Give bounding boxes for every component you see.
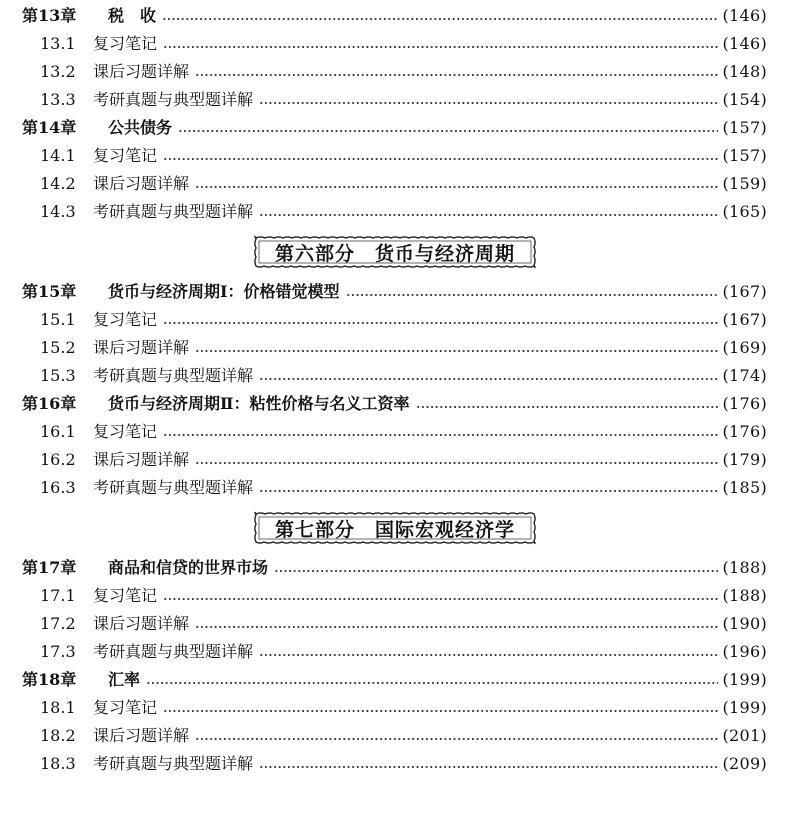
page-number: (199) — [722, 670, 767, 689]
part-heading — [252, 234, 538, 270]
dot-leader — [259, 198, 718, 226]
dot-leader — [259, 362, 718, 390]
section-number: 16.3 — [40, 478, 76, 497]
section-number: 15.2 — [40, 338, 76, 357]
page-number: (179) — [722, 450, 767, 469]
section-number: 14.1 — [40, 146, 76, 165]
toc-section-row[interactable] — [40, 334, 767, 362]
chapter-title: 公共债务 — [108, 118, 173, 137]
page-number: (185) — [722, 478, 767, 497]
toc-chapter-row[interactable] — [22, 390, 767, 418]
section-title: 复习笔记 — [93, 422, 158, 441]
section-title: 复习笔记 — [93, 34, 158, 53]
section-number: 17.1 — [40, 586, 76, 605]
page-number: (188) — [722, 586, 767, 605]
toc-section-row[interactable] — [40, 306, 767, 334]
page-number: (174) — [722, 366, 767, 385]
section-number: 18.3 — [40, 754, 76, 773]
section-title: 考研真题与典型题详解 — [93, 202, 254, 221]
dot-leader — [146, 666, 718, 694]
section-number: 17.3 — [40, 642, 76, 661]
dot-leader — [346, 278, 719, 306]
section-number: 14.2 — [40, 174, 76, 193]
toc-section-row[interactable] — [40, 722, 767, 750]
section-number: 15.1 — [40, 310, 76, 329]
page-number: (169) — [722, 338, 767, 357]
page-number: (190) — [722, 614, 767, 633]
dot-leader — [259, 474, 718, 502]
dot-leader — [416, 390, 719, 418]
page-number: (148) — [722, 62, 767, 81]
toc-section-row[interactable] — [40, 362, 767, 390]
section-number: 18.2 — [40, 726, 76, 745]
toc-chapter-row[interactable] — [22, 278, 767, 306]
toc-section-row[interactable] — [40, 638, 767, 666]
chapter-number: 第15章 — [22, 282, 77, 301]
toc-chapter-row[interactable] — [22, 666, 767, 694]
section-number: 16.1 — [40, 422, 76, 441]
page-number: (146) — [722, 34, 767, 53]
toc-section-row[interactable] — [40, 418, 767, 446]
part-title: 第七部分 国际宏观经济学 — [274, 518, 515, 541]
toc-section-row[interactable] — [40, 582, 767, 610]
page-number: (167) — [722, 282, 767, 301]
toc-section-row[interactable] — [40, 86, 767, 114]
section-number: 15.3 — [40, 366, 76, 385]
section-title: 课后习题详解 — [93, 338, 190, 357]
page-number: (196) — [722, 642, 767, 661]
toc-chapter-row[interactable] — [22, 114, 767, 142]
section-title: 考研真题与典型题详解 — [93, 478, 254, 497]
dot-leader — [163, 30, 718, 58]
toc-section-row[interactable] — [40, 30, 767, 58]
toc-section-row[interactable] — [40, 474, 767, 502]
section-number: 18.1 — [40, 698, 76, 717]
dot-leader — [178, 114, 718, 142]
section-title: 复习笔记 — [93, 146, 158, 165]
dot-leader — [195, 334, 718, 362]
dot-leader — [195, 722, 718, 750]
section-number: 13.2 — [40, 62, 76, 81]
section-title: 课后习题详解 — [93, 174, 190, 193]
page-number: (188) — [722, 558, 767, 577]
dot-leader — [163, 418, 718, 446]
page-number: (209) — [722, 754, 767, 773]
toc-section-row[interactable] — [40, 750, 767, 778]
section-number: 16.2 — [40, 450, 76, 469]
toc-chapter-row[interactable] — [22, 554, 767, 582]
chapter-number: 第16章 — [22, 394, 77, 413]
section-title: 课后习题详解 — [93, 450, 190, 469]
toc-section-row[interactable] — [40, 694, 767, 722]
section-title: 课后习题详解 — [93, 726, 190, 745]
section-title: 课后习题详解 — [93, 614, 190, 633]
section-number: 13.3 — [40, 90, 76, 109]
section-title: 复习笔记 — [93, 698, 158, 717]
section-number: 13.1 — [40, 34, 76, 53]
dot-leader — [163, 694, 718, 722]
page-number: (165) — [722, 202, 767, 221]
chapter-number: 第13章 — [22, 6, 77, 25]
dot-leader — [274, 554, 718, 582]
chapter-title: 货币与经济周期Ⅱ：粘性价格与名义工资率 — [108, 394, 410, 413]
section-number: 14.3 — [40, 202, 76, 221]
page-number: (176) — [722, 422, 767, 441]
dot-leader — [163, 582, 718, 610]
dot-leader — [195, 170, 718, 198]
page-number: (167) — [722, 310, 767, 329]
section-number: 17.2 — [40, 614, 76, 633]
page-number: (176) — [722, 394, 767, 413]
section-title: 考研真题与典型题详解 — [93, 642, 254, 661]
dot-leader — [163, 142, 718, 170]
chapter-number: 第17章 — [22, 558, 77, 577]
chapter-title: 商品和信贷的世界市场 — [108, 558, 269, 577]
part-heading — [252, 510, 538, 546]
toc-section-row[interactable] — [40, 170, 767, 198]
dot-leader — [163, 306, 718, 334]
section-title: 复习笔记 — [93, 310, 158, 329]
page-number: (159) — [722, 174, 767, 193]
page-number: (157) — [722, 146, 767, 165]
chapter-number: 第18章 — [22, 670, 77, 689]
chapter-title: 税 收 — [108, 6, 157, 25]
chapter-title: 货币与经济周期Ⅰ：价格错觉模型 — [108, 282, 340, 301]
section-title: 考研真题与典型题详解 — [93, 90, 254, 109]
toc-section-row[interactable] — [40, 610, 767, 638]
dot-leader — [259, 638, 718, 666]
chapter-number: 第14章 — [22, 118, 77, 137]
part-title: 第六部分 货币与经济周期 — [274, 242, 515, 265]
page-number: (199) — [722, 698, 767, 717]
toc-section-row[interactable] — [40, 58, 767, 86]
toc-section-row[interactable] — [40, 446, 767, 474]
section-title: 复习笔记 — [93, 586, 158, 605]
dot-leader — [162, 2, 718, 30]
toc-section-row[interactable] — [40, 198, 767, 226]
page-number: (146) — [722, 6, 767, 25]
dot-leader — [259, 750, 718, 778]
dot-leader — [195, 58, 718, 86]
dot-leader — [195, 610, 718, 638]
toc-chapter-row[interactable] — [22, 2, 767, 30]
toc-section-row[interactable] — [40, 142, 767, 170]
chapter-title: 汇率 — [108, 670, 141, 689]
section-title: 考研真题与典型题详解 — [93, 366, 254, 385]
dot-leader — [259, 86, 718, 114]
page-number: (201) — [722, 726, 767, 745]
page-number: (154) — [722, 90, 767, 109]
dot-leader — [195, 446, 718, 474]
section-title: 课后习题详解 — [93, 62, 190, 81]
section-title: 考研真题与典型题详解 — [93, 754, 254, 773]
page-number: (157) — [722, 118, 767, 137]
